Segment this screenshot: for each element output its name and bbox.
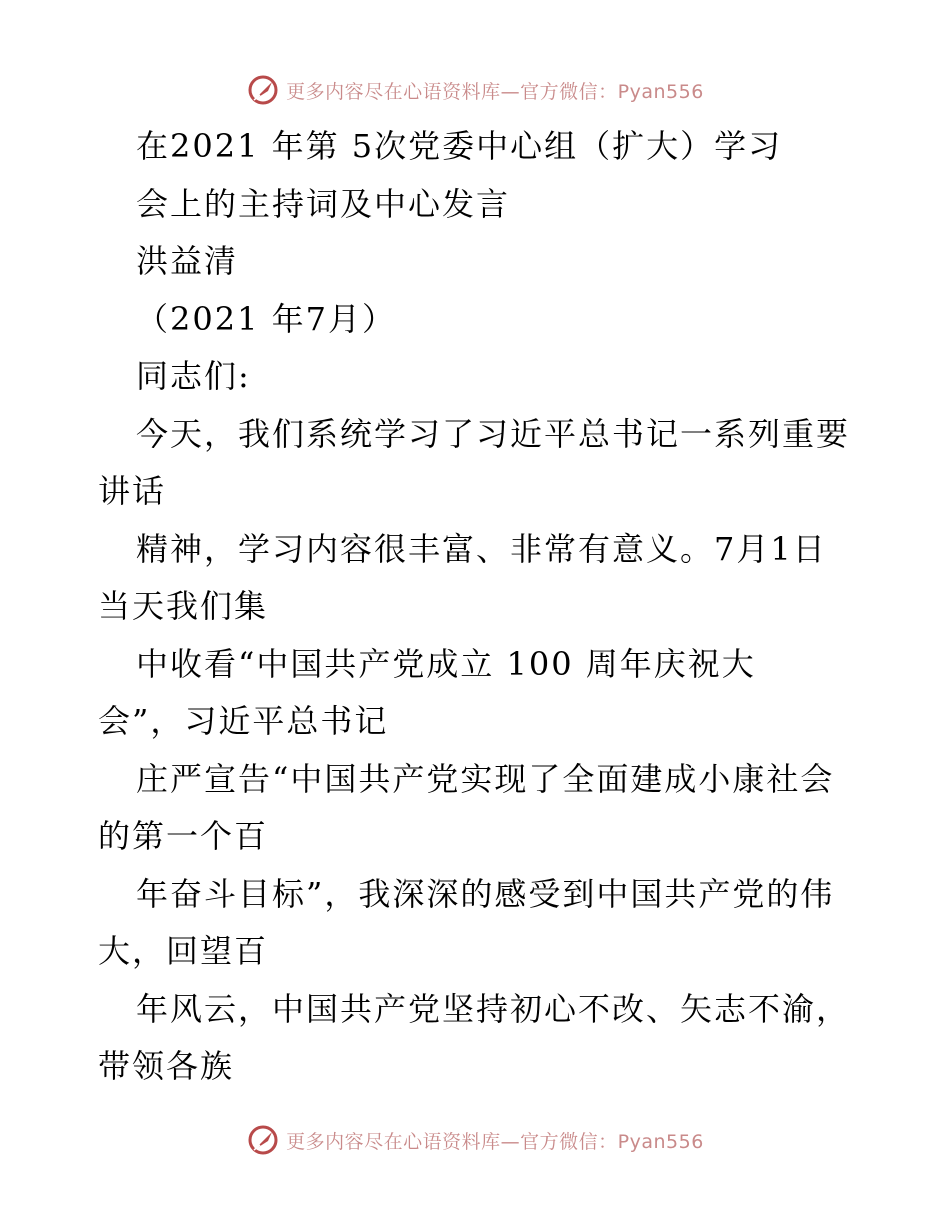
text-line: 中收看“中国共产党成立 100 周年庆祝大 — [136, 644, 756, 683]
text-line: 会上的主持词及中心发言 — [136, 184, 511, 223]
text-line: 同志们: — [136, 357, 251, 395]
text-line: 庄严宣告“中国共产党实现了全面建成小康社会 — [136, 759, 835, 798]
text-line: 年奋斗目标”，我深深的感受到中国共产党的伟 — [136, 874, 835, 913]
text-line: 讲话 — [98, 472, 167, 510]
watermark-footer — [0, 1120, 950, 1160]
text-line: 的第一个百 — [98, 817, 269, 855]
text-line: （2021 年7月） — [136, 299, 396, 338]
text-line: 精神，学习内容很丰富、非常有意义。7月1日 — [136, 529, 827, 568]
watermark-text: 更多内容尽在心语资料库—官方微信：Pyan556 — [286, 80, 704, 103]
text-line: 带领各族 — [98, 1047, 235, 1085]
text-line: 年风云，中国共产党坚持初心不改、矢志不渝， — [136, 989, 851, 1028]
watermark-header — [0, 70, 950, 110]
text-line: 大，回望百 — [98, 932, 269, 970]
text-line: 在2021 年第 5次党委中心组（扩大）学习 — [136, 127, 783, 165]
text-line: 洪益清 — [136, 242, 239, 280]
quill-logo-icon — [246, 1123, 280, 1157]
text-line: 当天我们集 — [98, 587, 269, 625]
text-line: 今天，我们系统学习了习近平总书记一系列重要 — [136, 414, 851, 453]
quill-logo-icon — [246, 73, 280, 107]
watermark-text: 更多内容尽在心语资料库—官方微信：Pyan556 — [286, 1130, 704, 1153]
text-line: 会”，习近平总书记 — [98, 702, 389, 740]
document-body — [98, 118, 858, 1096]
